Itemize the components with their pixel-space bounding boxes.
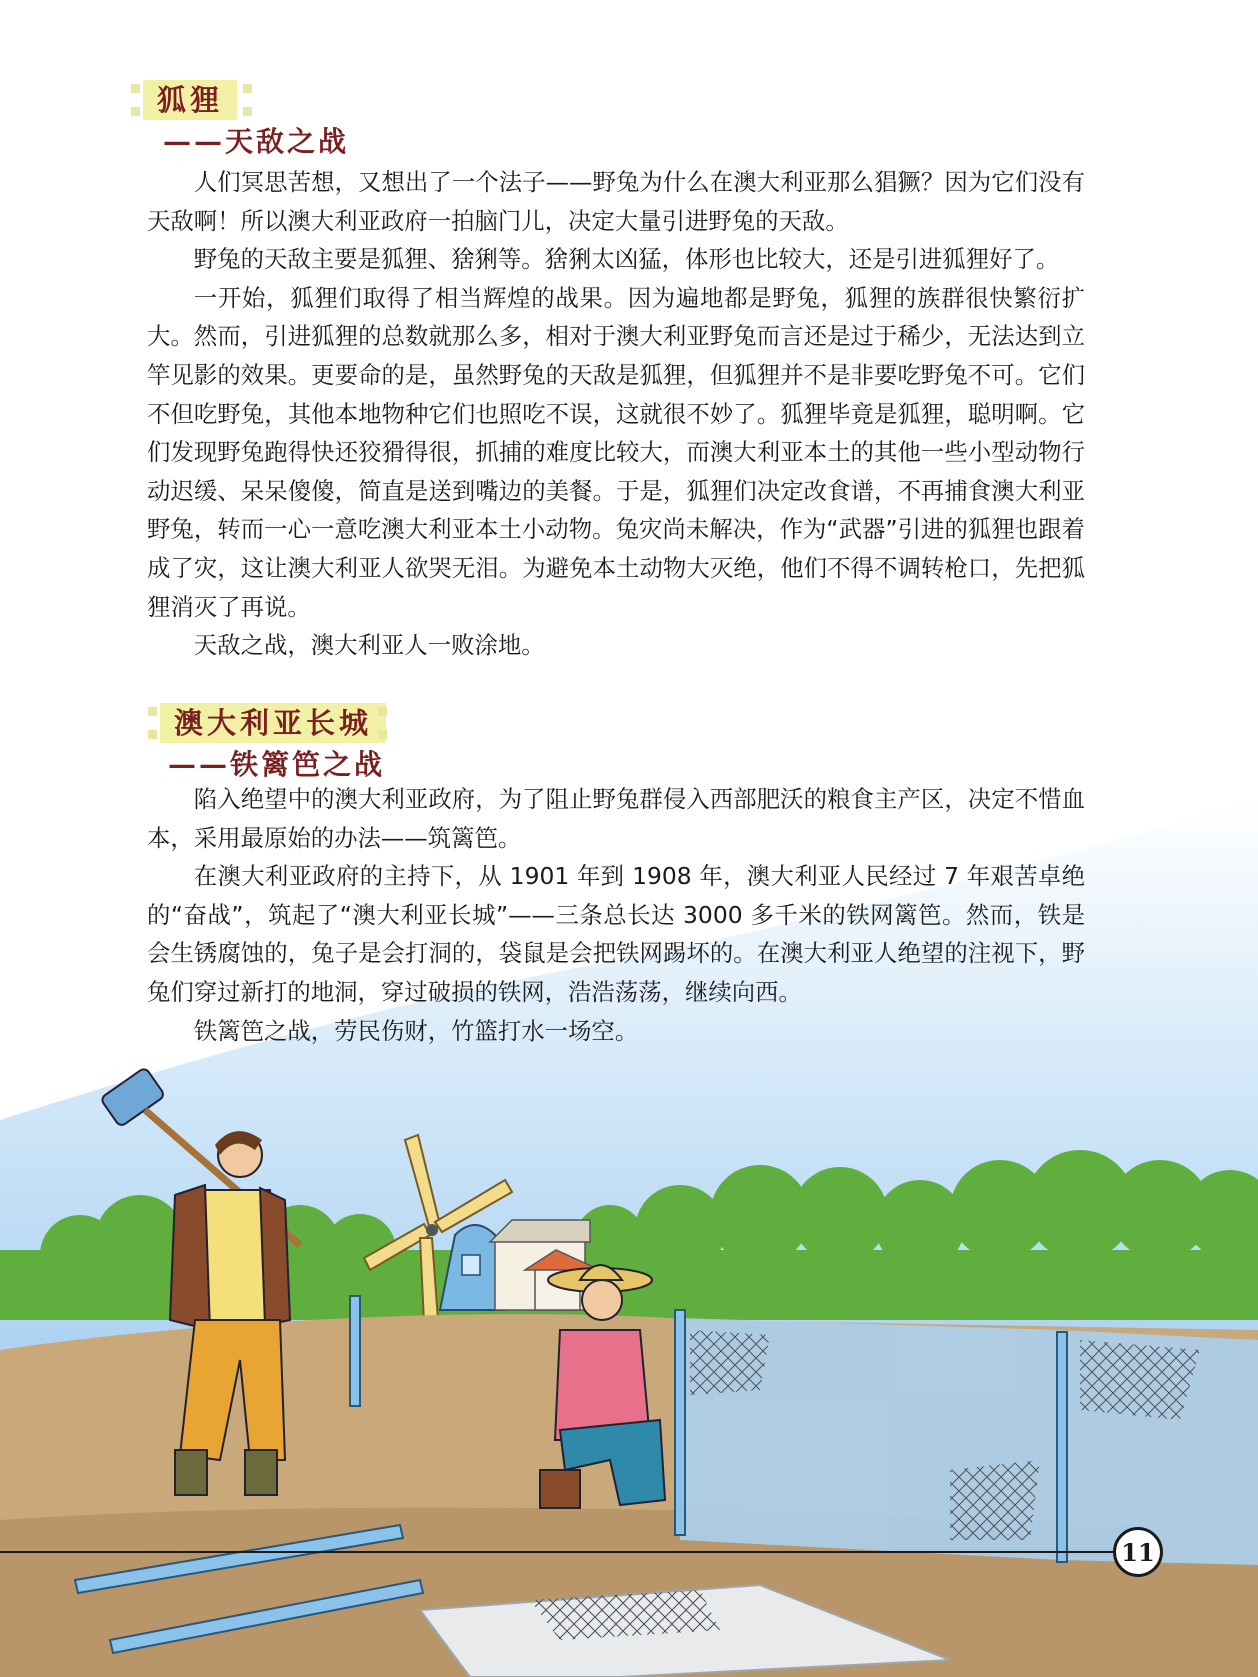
title-decor xyxy=(131,107,140,116)
section-fox-body xyxy=(147,163,1085,665)
paragraph: 在澳大利亚政府的主持下，从 1901 年到 1908 年，澳大利亚人民经过 7 年艰苦卓绝的“奋战”，筑起了“澳大利亚长城”——三条总长达 3000 多千米的铁网篱笆。然而，铁是会生锈腐蚀的，兔子是会打洞的，袋鼠是会把铁网踢坏的。在澳大利亚人绝望的注视下，野兔们穿过新打的地洞，穿过破损的铁网，浩浩荡荡，继续向西。 xyxy=(147,862,1085,1006)
section-subtitle: ——天敌之战 xyxy=(163,125,350,158)
footer-rule xyxy=(0,1551,1113,1553)
paragraph: 一开始，狐狸们取得了相当辉煌的战果。因为遍地都是野兔，狐狸的族群很快繁衍扩大。然而，引进狐狸的总数就那么多，相对于澳大利亚野兔而言还是过于稀少，无法达到立竿见影的效果。更要命的是，虽然野兔的天敌是狐狸，但狐狸并不是非要吃野兔不可。它们不但吃野兔，其他本地物种它们也照吃不误，这就很不妙了。狐狸毕竟是狐狸，聪明啊。它们发现野兔跑得快还狡猾得很，抓捕的难度比较大，而澳大利亚本土的其他一些小型动物行动迟缓、呆呆傻傻，简直是送到嘴边的美餐。于是，狐狸们决定改食谱，不再捕食澳大利亚野兔，转而一心一意吃澳大利亚本土小动物。兔灾尚未解决，作为“武器”引进的狐狸也跟着成了灾，这让澳大利亚人欲哭无泪。为避免本土动物大灭绝，他们不得不调转枪口，先把狐狸消灭了再说。 xyxy=(147,283,1085,621)
paragraph: 陷入绝望中的澳大利亚政府，为了阻止野兔群侵入西部肥沃的粮食主产区，决定不惜血本，采用最原始的办法——筑篱笆。 xyxy=(147,785,1085,852)
paragraph: 天敌之战，澳大利亚人一败涂地。 xyxy=(193,631,545,660)
title-decor xyxy=(243,84,252,93)
title-decor xyxy=(378,730,387,739)
paragraph: 野兔的天敌主要是狐狸、猞猁等。猞猁太凶猛，体形也比较大，还是引进狐狸好了。 xyxy=(193,245,1060,274)
section-title: 狐狸 xyxy=(143,80,237,120)
title-decor xyxy=(148,730,157,739)
section-fence-body xyxy=(147,780,1085,1050)
section-title: 澳大利亚长城 xyxy=(160,703,386,743)
title-decor xyxy=(378,707,387,716)
title-decor xyxy=(148,707,157,716)
fence-mesh xyxy=(680,1318,1258,1565)
paragraph: 人们冥思苦想，又想出了一个法子——野兔为什么在澳大利亚那么猖獗？因为它们没有天敌啊！所以澳大利亚政府一拍脑门儿，决定大量引进野兔的天敌。 xyxy=(147,168,1085,235)
paragraph: 铁篱笆之战，劳民伤财，竹篮打水一场空。 xyxy=(193,1016,639,1045)
title-decor xyxy=(243,107,252,116)
page-number: 11 xyxy=(1113,1527,1163,1577)
section-subtitle: ——铁篱笆之战 xyxy=(168,748,386,781)
title-decor xyxy=(131,84,140,93)
